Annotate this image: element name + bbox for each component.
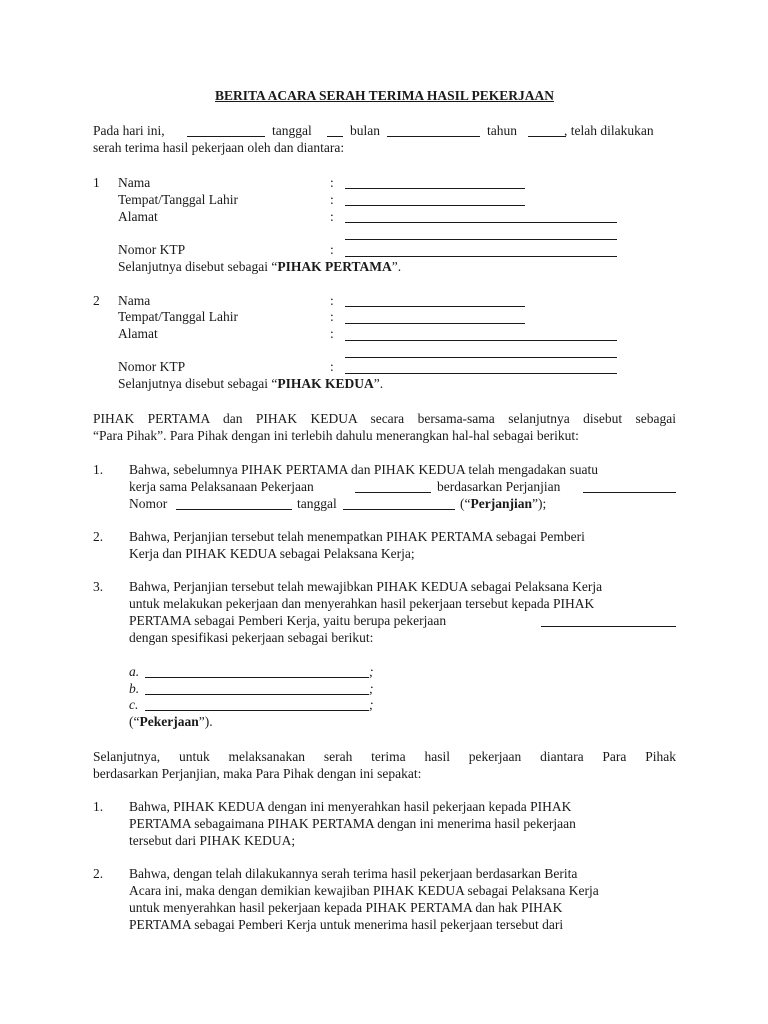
recital-1-line3a: Nomor — [129, 496, 168, 511]
party1-ktp-colon: : — [330, 242, 334, 257]
term-2-number: 2. — [93, 866, 104, 881]
recital-3-blank-pekerjaan — [541, 626, 676, 627]
party1-birth-colon: : — [330, 192, 334, 207]
party2-address-label: Alamat — [118, 326, 158, 341]
party2-name-colon: : — [330, 293, 334, 308]
term-1-number: 1. — [93, 799, 104, 814]
party1-name-blank — [345, 188, 525, 189]
term-1-line3: tersebut dari PIHAK KEDUA; — [129, 833, 296, 848]
para-pihak-line2: “Para Pihak”. Para Pihak dengan ini terlebih dahulu menerangkan hal-hal sebagai berikut: — [93, 428, 579, 443]
party2-reference: Selanjutnya disebut sebagai “PIHAK KEDUA”. — [118, 376, 384, 391]
recital-3-line1: Bahwa, Perjanjian tersebut telah mewajibkan PIHAK KEDUA sebagai Pelaksana Kerja — [129, 579, 603, 594]
party1-reference: Selanjutnya disebut sebagai “PIHAK PERTAMA”. — [118, 259, 402, 274]
spec-a-end: ; — [369, 664, 374, 679]
recital-1-line2b: berdasarkan Perjanjian — [437, 479, 561, 494]
party2-number: 2 — [93, 293, 100, 308]
recital-1-line2a: kerja sama Pelaksanaan Pekerjaan — [129, 479, 314, 494]
party1-address-colon: : — [330, 209, 334, 224]
intro-line2: serah terima hasil pekerjaan oleh dan diantara: — [93, 140, 345, 155]
recital-3-line3: PERTAMA sebagai Pemberi Kerja, yaitu berupa pekerjaan — [129, 613, 447, 628]
blank-bulan — [387, 136, 480, 137]
recital-1-blank-perjanjian — [583, 492, 676, 493]
party1-name-colon: : — [330, 175, 334, 190]
intro-pada-hari-ini: Pada hari ini, — [93, 123, 165, 138]
term-1-line2: PERTAMA sebagaimana PIHAK PERTAMA dengan ini menerima hasil pekerjaan — [129, 816, 576, 831]
party2-ktp-label: Nomor KTP — [118, 359, 186, 374]
party1-ktp-blank — [345, 256, 617, 257]
agreement-line2: berdasarkan Perjanjian, maka Para Pihak dengan ini sepakat: — [93, 766, 422, 781]
recital-1-blank-pekerjaan — [355, 492, 431, 493]
party1-ktp-label: Nomor KTP — [118, 242, 186, 257]
spec-b-end: ; — [369, 681, 374, 696]
party1-birth-label: Tempat/Tanggal Lahir — [118, 192, 238, 207]
spec-a-blank — [145, 677, 369, 678]
spec-c-label: c. — [129, 697, 139, 712]
party1-name-label: Nama — [118, 175, 151, 190]
party2-address-blank-1 — [345, 340, 617, 341]
intro-telah-dilakukan: , telah dilakukan — [564, 123, 654, 138]
recital-1-line3b: tanggal — [297, 496, 337, 511]
party2-birth-label: Tempat/Tanggal Lahir — [118, 309, 238, 324]
party2-name-label: Nama — [118, 293, 151, 308]
recital-2-number: 2. — [93, 529, 104, 544]
term-2-line3: untuk menyerahkan hasil pekerjaan kepada PIHAK PERTAMA dan hak PIHAK — [129, 900, 563, 915]
spec-b-label: b. — [129, 681, 140, 696]
party2-name-blank — [345, 306, 525, 307]
recital-1-blank-tanggal — [343, 509, 455, 510]
term-2-line2: Acara ini, maka dengan demikian kewajiban PIHAK KEDUA sebagai Pelaksana Kerja — [129, 883, 599, 898]
party2-address-blank-2 — [345, 357, 617, 358]
party1-number: 1 — [93, 175, 100, 190]
intro-tanggal: tanggal — [272, 123, 312, 138]
party1-address-label: Alamat — [118, 209, 158, 224]
para-pihak-line1: PIHAK PERTAMA dan PIHAK KEDUA secara bersama-sama selanjutnya disebut sebagai — [93, 411, 676, 426]
recital-2-line2: Kerja dan PIHAK KEDUA sebagai Pelaksana Kerja; — [129, 546, 415, 561]
blank-tanggal — [327, 136, 343, 137]
spec-c-end: ; — [369, 697, 374, 712]
recital-1-line1: Bahwa, sebelumnya PIHAK PERTAMA dan PIHAK KEDUA telah mengadakan suatu — [129, 462, 599, 477]
party2-address-colon: : — [330, 326, 334, 341]
party2-birth-blank — [345, 323, 525, 324]
party1-birth-blank — [345, 205, 525, 206]
blank-hari — [187, 136, 265, 137]
party2-ktp-colon: : — [330, 359, 334, 374]
recital-3-number: 3. — [93, 579, 104, 594]
document-title: BERITA ACARA SERAH TERIMA HASIL PEKERJAAN — [215, 88, 554, 103]
intro-bulan: bulan — [350, 123, 380, 138]
term-1-line1: Bahwa, PIHAK KEDUA dengan ini menyerahkan hasil pekerjaan kepada PIHAK — [129, 799, 572, 814]
pekerjaan-ref: (“Pekerjaan”). — [129, 714, 213, 729]
blank-tahun — [528, 136, 566, 137]
recital-1-number: 1. — [93, 462, 104, 477]
recital-1-blank-nomor — [176, 509, 292, 510]
spec-c-blank — [145, 710, 369, 711]
recital-1-perjanjian-ref: (“Perjanjian”); — [460, 496, 547, 511]
party1-address-blank-2 — [345, 239, 617, 240]
intro-tahun: tahun — [487, 123, 517, 138]
spec-b-blank — [145, 694, 369, 695]
party1-address-blank-1 — [345, 222, 617, 223]
party2-ktp-blank — [345, 373, 617, 374]
recital-3-line4: dengan spesifikasi pekerjaan sebagai berikut: — [129, 630, 374, 645]
agreement-line1: Selanjutnya, untuk melaksanakan serah terima hasil pekerjaan diantara Para Pihak — [93, 749, 676, 764]
recital-3-line2: untuk melakukan pekerjaan dan menyerahkan hasil pekerjaan tersebut kepada PIHAK — [129, 596, 595, 611]
term-2-line4: PERTAMA sebagai Pemberi Kerja untuk menerima hasil pekerjaan tersebut dari — [129, 917, 564, 932]
spec-a-label: a. — [129, 664, 140, 679]
party2-birth-colon: : — [330, 309, 334, 324]
term-2-line1: Bahwa, dengan telah dilakukannya serah terima hasil pekerjaan berdasarkan Berita — [129, 866, 578, 881]
recital-2-line1: Bahwa, Perjanjian tersebut telah menempatkan PIHAK PERTAMA sebagai Pemberi — [129, 529, 585, 544]
